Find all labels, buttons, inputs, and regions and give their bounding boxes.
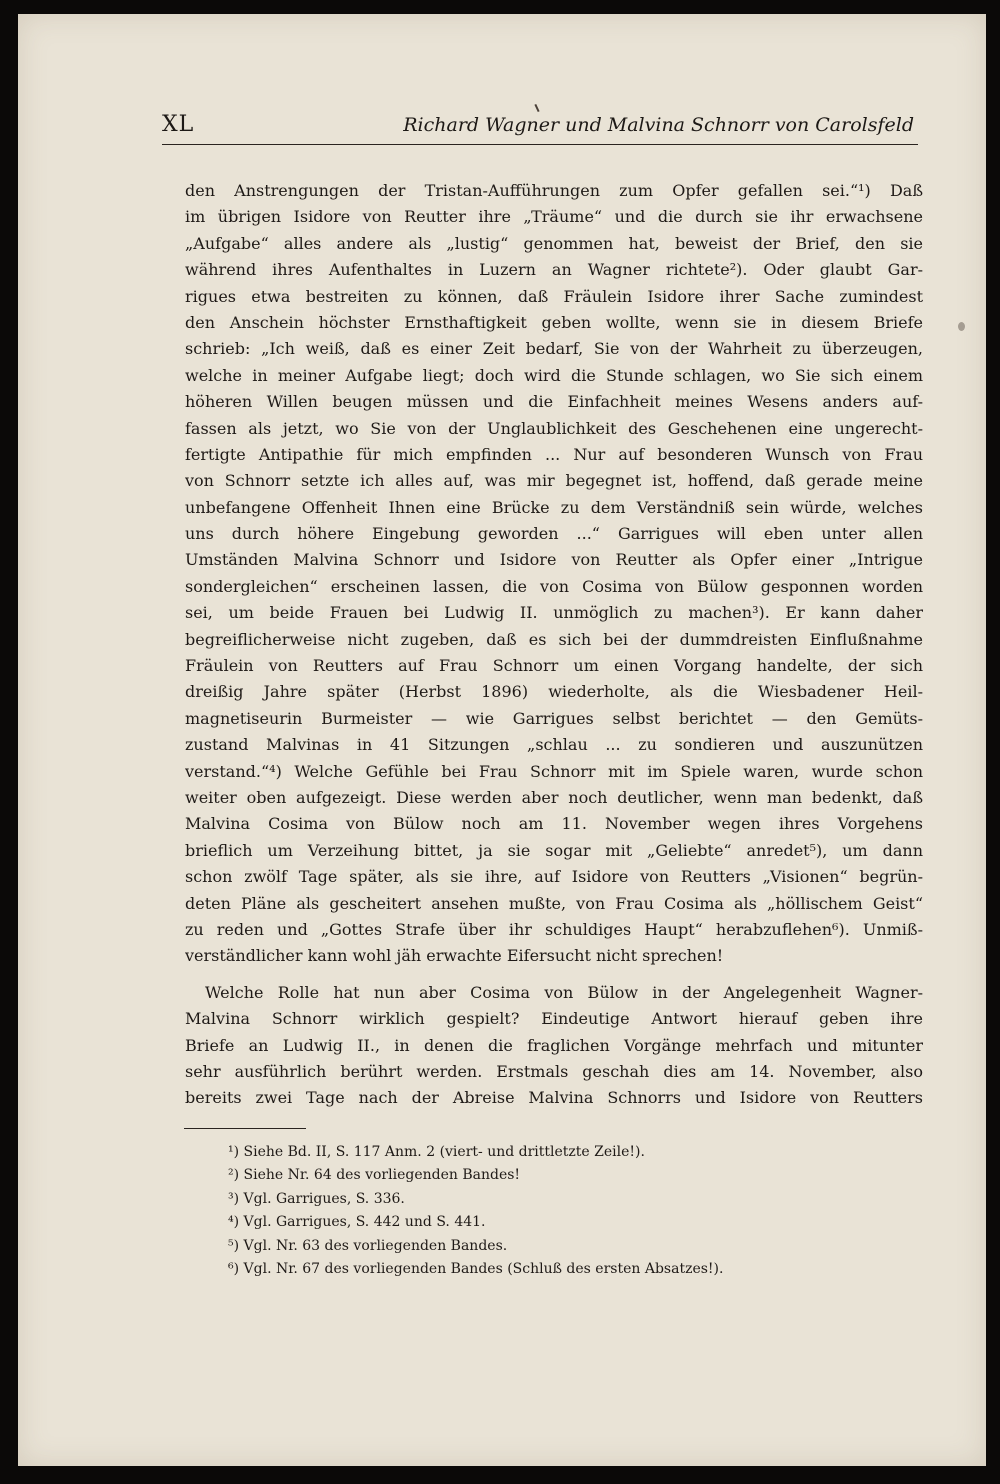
text-line: Fräulein von Reutters auf Frau Schnorr um einen Vorgang handelte, der sich — [185, 656, 923, 676]
text-line: Malvina Cosima von Bülow noch am 11. November wegen ihres Vorgehens — [185, 814, 923, 834]
paper-blemish — [958, 322, 965, 331]
text-line: fassen als jetzt, wo Sie von der Unglaublichkeit des Geschehenen eine ungerecht- — [185, 418, 923, 438]
text-line: brieflich um Verzeihung bittet, ja sie sogar mit „Geliebte“ anredet⁵), um dann — [185, 840, 923, 860]
text-line: Briefe an Ludwig II., in denen die fraglichen Vorgänge mehrfach und mitunter — [185, 1035, 923, 1055]
footnote: ³) Vgl. Garrigues, S. 336. — [228, 1190, 405, 1207]
text-line: zu reden und „Gottes Strafe über ihr schuldiges Haupt“ herabzuflehen⁶). Unmiß- — [185, 919, 923, 939]
paragraph-gap — [185, 970, 923, 980]
text-line: welche in meiner Aufgabe liegt; doch wird die Stunde schlagen, wo Sie sich einem — [185, 365, 923, 385]
page-header — [162, 100, 918, 145]
text-line: uns durch höhere Eingebung geworden ...“ Garrigues will eben unter allen — [185, 524, 923, 544]
text-line: verstand.“⁴) Welche Gefühle bei Frau Schnorr mit im Spiele waren, wurde schon — [185, 761, 923, 781]
text-line: weiter oben aufgezeigt. Diese werden aber noch deutlicher, wenn man bedenkt, daß — [185, 787, 923, 807]
text-line: rigues etwa bestreiten zu können, daß Fräulein Isidore ihrer Sache zumindest — [185, 286, 923, 306]
text-line: Umständen Malvina Schnorr und Isidore von Reutter als Opfer einer „Intrigue — [185, 550, 923, 570]
text-line: verständlicher kann wohl jäh erwachte Eifersucht nicht sprechen! — [185, 946, 724, 966]
text-line: sehr ausführlich berührt werden. Erstmals geschah dies am 14. November, also — [185, 1061, 923, 1081]
text-line: während ihres Aufenthaltes in Luzern an Wagner richtete²). Oder glaubt Gar- — [185, 260, 923, 280]
footnote: ⁴) Vgl. Garrigues, S. 442 und S. 441. — [228, 1214, 486, 1231]
text-line: unbefangene Offenheit Ihnen eine Brücke zu dem Verständniß sein würde, welches — [185, 497, 923, 517]
footnote: ⁶) Vgl. Nr. 67 des vorliegenden Bandes (Schluß des ersten Absatzes!). — [228, 1261, 724, 1278]
text-line: sondergleichen“ erscheinen lassen, die von Cosima von Bülow gesponnen worden — [185, 576, 923, 596]
text-line: fertigte Antipathie für mich empfinden ... Nur auf besonderen Wunsch von Frau — [185, 444, 923, 464]
text-line: bereits zwei Tage nach der Abreise Malvina Schnorrs und Isidore von Reutters — [185, 1088, 923, 1108]
footnote-rule — [184, 1128, 306, 1129]
body-text — [185, 178, 923, 1112]
text-line: dreißig Jahre später (Herbst 1896) wiederholte, als die Wiesbadener Heil- — [185, 682, 923, 702]
footnotes — [228, 1141, 868, 1281]
text-line: von Schnorr setzte ich alles auf, was mir begegnet ist, hoffend, daß gerade meine — [185, 471, 923, 491]
text-line: schrieb: „Ich weiß, daß es einer Zeit bedarf, Sie von der Wahrheit zu überzeugen, — [185, 339, 923, 359]
page-number: XL — [162, 112, 195, 137]
text-line: den Anschein höchster Ernsthaftigkeit geben wollte, wenn sie in diesem Briefe — [185, 312, 923, 332]
running-head: Richard Wagner und Malvina Schnorr von Carolsfeld — [403, 114, 914, 136]
text-line: Malvina Schnorr wirklich gespielt? Eindeutige Antwort hierauf geben ihre — [185, 1009, 923, 1029]
text-line: höheren Willen beugen müssen und die Einfachheit meines Wesens anders auf- — [185, 392, 923, 412]
text-line: Welche Rolle hat nun aber Cosima von Bülow in der Angelegenheit Wagner- — [205, 982, 923, 1002]
footnote: ²) Siehe Nr. 64 des vorliegenden Bandes! — [228, 1167, 521, 1184]
text-line: magnetiseurin Burmeister — wie Garrigues selbst berichtet — den Gemüts- — [185, 708, 923, 728]
text-line: den Anstrengungen der Tristan-Aufführungen zum Opfer gefallen sei.“¹) Daß — [185, 181, 923, 200]
text-line: sei, um beide Frauen bei Ludwig II. unmöglich zu machen³). Er kann daher — [185, 603, 923, 623]
text-line: schon zwölf Tage später, als sie ihre, auf Isidore von Reutters „Visionen“ begrün- — [185, 867, 923, 887]
text-line: zustand Malvinas in 41 Sitzungen „schlau ... zu sondieren und auszunützen — [185, 735, 923, 755]
text-line: begreiflicherweise nicht zugeben, daß es sich bei der dummdreisten Einflußnahme — [185, 629, 923, 649]
text-line: „Aufgabe“ alles andere als „lustig“ genommen hat, beweist der Brief, den sie — [185, 233, 923, 253]
footnote: ⁵) Vgl. Nr. 63 des vorliegenden Bandes. — [228, 1237, 508, 1254]
text-line: im übrigen Isidore von Reutter ihre „Träume“ und die durch sie ihr erwachsene — [185, 207, 923, 227]
footnote: ¹) Siehe Bd. II, S. 117 Anm. 2 (viert- und drittletzte Zeile!). — [228, 1144, 645, 1160]
text-line: deten Pläne als gescheitert ansehen mußte, von Frau Cosima als „höllischem Geist“ — [185, 893, 923, 913]
